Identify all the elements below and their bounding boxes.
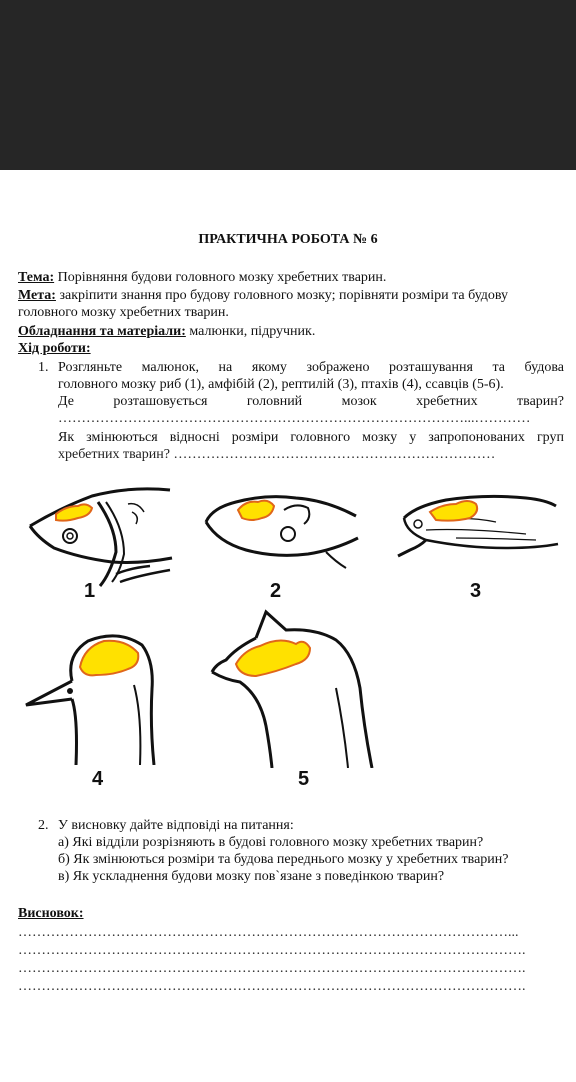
figure-label-1: 1 [84, 580, 96, 602]
mammal-brain-figure [196, 608, 381, 768]
fish-brain-figure [20, 482, 180, 594]
procedure-label: Хід роботи: [18, 341, 91, 356]
task1-line-3: Де розташовується головний мозок хребетних тварин? [58, 394, 564, 409]
page-title: ПРАКТИЧНА РОБОТА № 6 [198, 232, 378, 247]
task2-number: 2. [38, 818, 49, 833]
task1-line-5: хребетних тварин? …………………………………………………………… [58, 447, 496, 462]
reptile-brain-figure [396, 482, 561, 582]
dark-header-area [0, 0, 576, 170]
goal-line-2: головного мозку хребетних тварин. [18, 305, 229, 320]
conclusion-dots-4: ………………………………………………………………………………………………. [18, 979, 526, 994]
goal-text: закріпити знання про будову головного мозку; порівняти розміри та будову [55, 288, 509, 303]
equipment-label: Обладнання та матеріали: [18, 324, 186, 339]
task1-answer-dots: ……………………………………………………………………………...………… [58, 411, 531, 426]
figure-label-3: 3 [470, 580, 482, 602]
conclusion-dots-2: ………………………………………………………………………………………………. [18, 943, 526, 958]
bird-brain-figure [22, 625, 182, 765]
equipment-text: малюнки, підручник. [185, 324, 316, 339]
task2-intro: У висновку дайте відповіді на питання: [58, 818, 294, 833]
figure-label-4: 4 [92, 768, 104, 790]
procedure-heading [18, 340, 91, 357]
worksheet-page [0, 170, 576, 1082]
task1-line-1: Розгляньте малюнок, на якому зображено розташування та будова [58, 360, 564, 375]
topic-line [18, 269, 386, 286]
equipment-line [18, 323, 315, 340]
task1-line-4: Як змінюються відносні розміри головного мозку у запропонованих груп [58, 430, 564, 445]
goal-line [18, 287, 508, 304]
task2-question-c: в) Як ускладнення будови мозку пов`язане з поведінкою тварин? [58, 869, 445, 884]
task2-question-b: б) Як змінюються розміри та будова переднього мозку у хребетних тварин? [58, 852, 509, 867]
figure-label-5: 5 [298, 768, 310, 790]
amphibian-brain-figure [196, 482, 366, 582]
conclusion-label: Висновок: [18, 906, 84, 921]
conclusion-dots-1: ……………………………………………………………………………………………... [18, 925, 519, 940]
figure-label-2: 2 [270, 580, 282, 602]
conclusion-heading [18, 905, 84, 922]
task1-number: 1. [38, 360, 49, 375]
goal-label: Мета: [18, 288, 56, 303]
conclusion-dots-3: ………………………………………………………………………………………………. [18, 961, 526, 976]
task1-line-2: головного мозку риб (1), амфібій (2), рептилій (3), птахів (4), ссавців (5-6). [58, 377, 504, 392]
topic-label: Тема: [18, 270, 55, 285]
topic-text: Порівняння будови головного мозку хребетних тварин. [54, 270, 387, 285]
task2-question-a: а) Які відділи розрізняють в будові головного мозку хребетних тварин? [58, 835, 484, 850]
